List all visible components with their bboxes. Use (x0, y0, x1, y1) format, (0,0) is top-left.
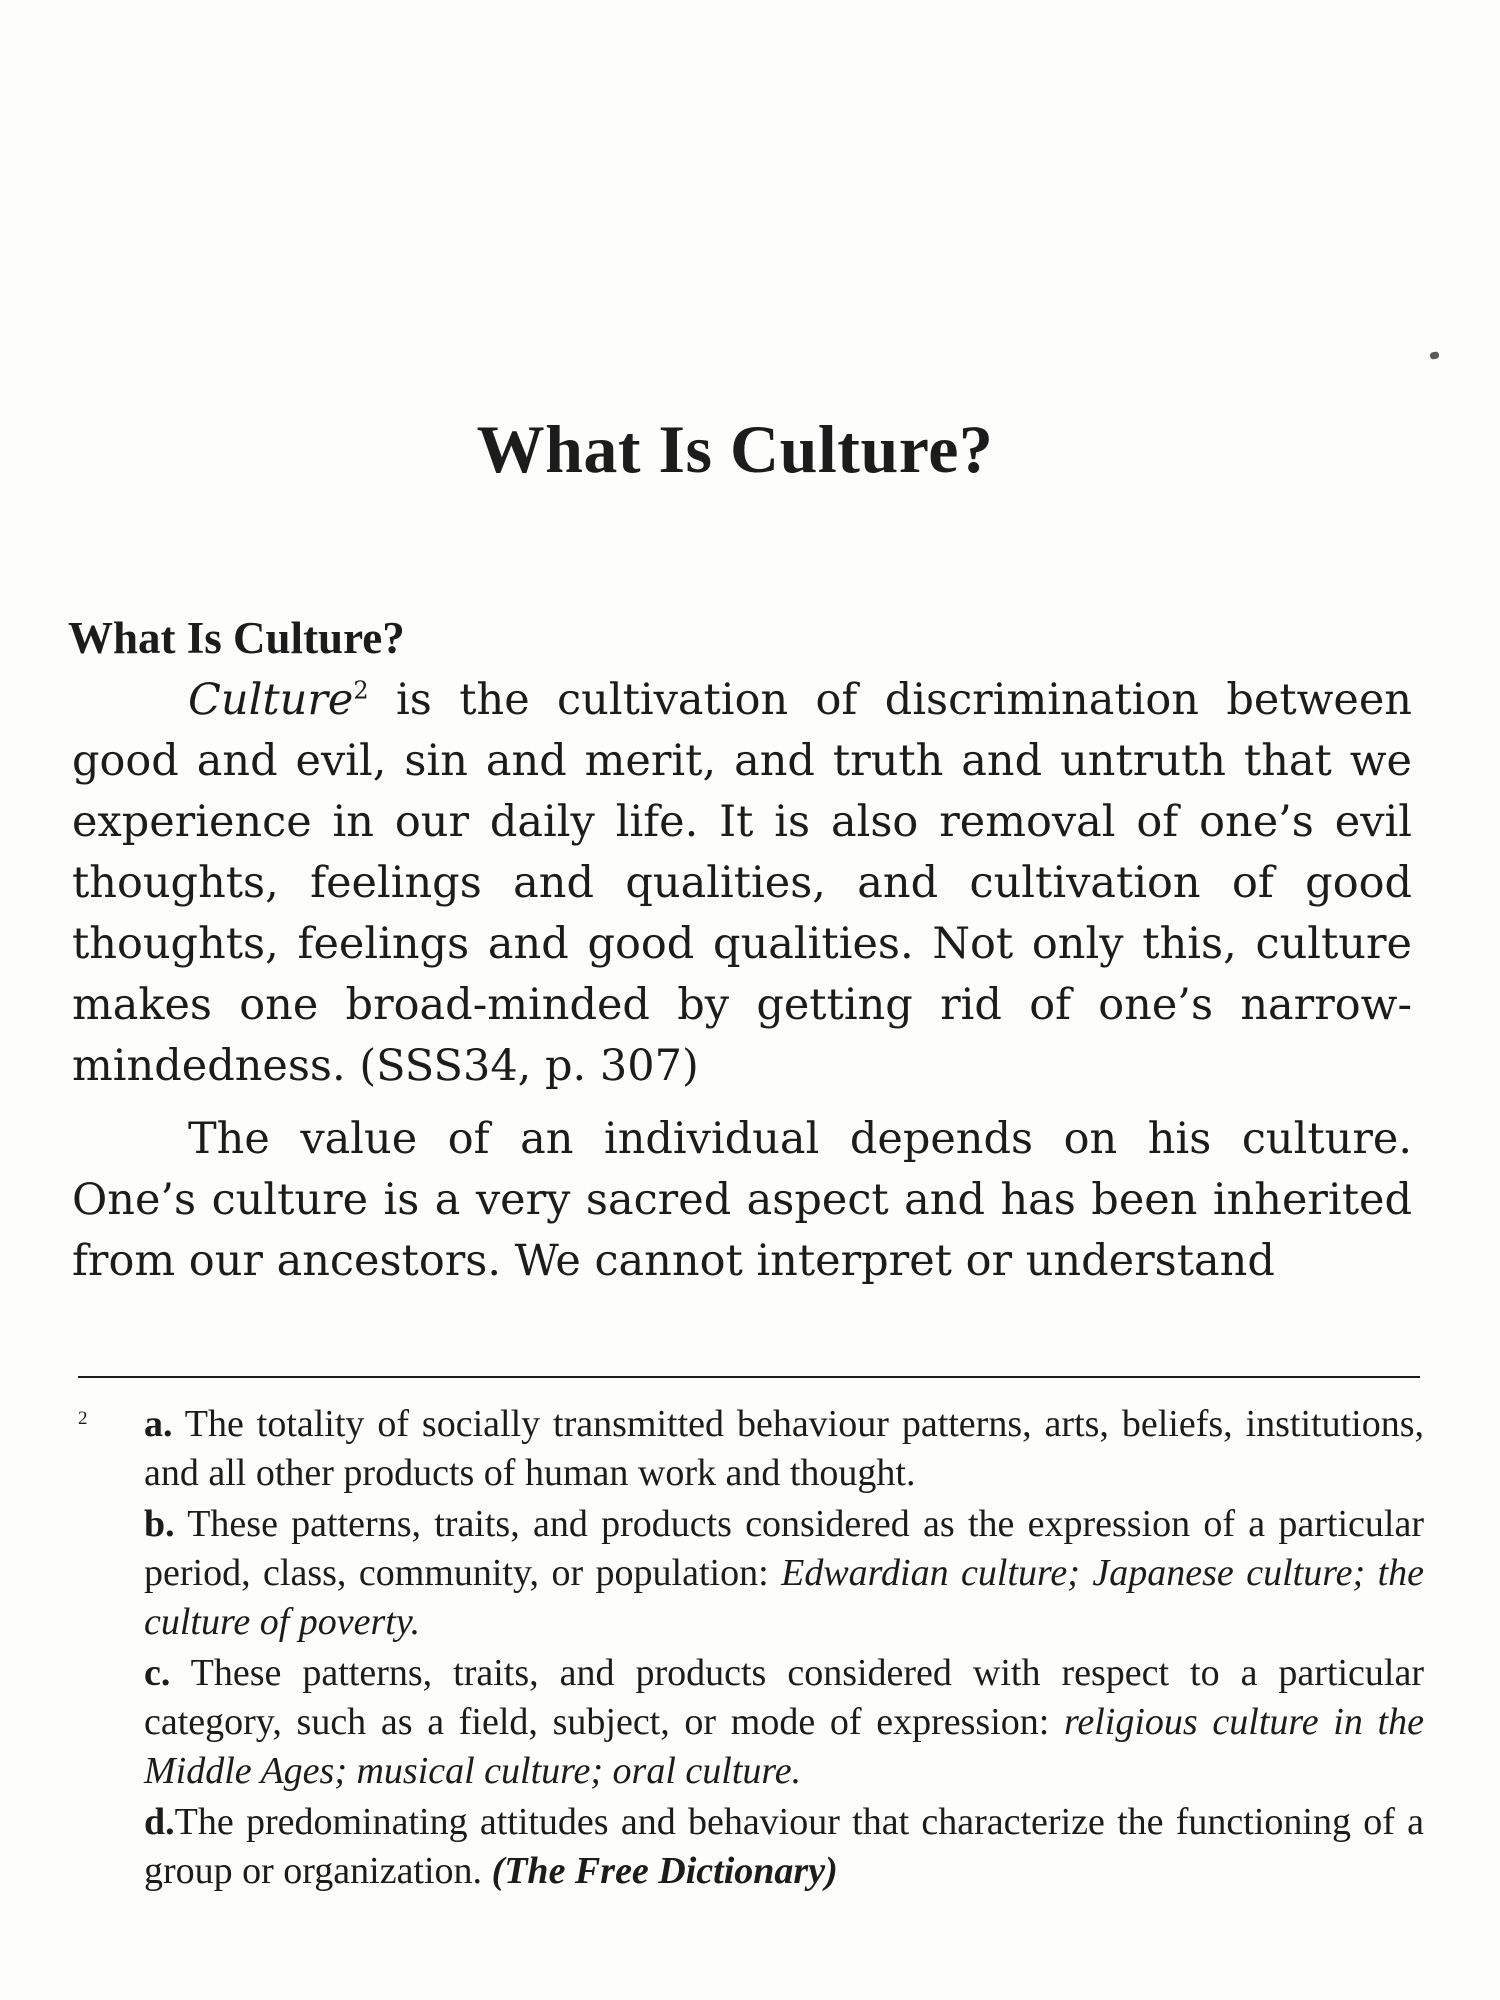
entry-letter: c. (144, 1652, 171, 1694)
entry-text: These patterns, traits, and products considered as the expression of a particular period, class, community, or population: (144, 1503, 1424, 1594)
entry-source: (The Free Dictionary) (491, 1850, 838, 1892)
footnote-entry-d (144, 1798, 1424, 1896)
entry-text: The totality of socially transmitted behaviour patterns, arts, beliefs, institutions, and all other products of human work and thought. (144, 1403, 1424, 1494)
section-heading: What Is Culture? (68, 613, 405, 663)
footnote-divider (78, 1376, 1420, 1378)
paragraph-2-text: The value of an individual depends on his culture. One’s culture is a very sacred aspect and has been inherited from our ancestors. We cannot interpret or understand (72, 1114, 1412, 1286)
paragraph-2 (72, 1109, 1412, 1292)
entry-letter: b. (144, 1503, 175, 1545)
entry-text: The predominating attitudes and behaviour that characterize the functioning of a group or organization. (144, 1801, 1424, 1892)
footnote-entries (144, 1400, 1424, 1898)
entry-letter: a. (144, 1403, 173, 1445)
body-text (72, 670, 1412, 1304)
entry-letter: d. (144, 1801, 175, 1843)
footnote-entry-b (144, 1500, 1424, 1647)
lead-term: Culture (188, 675, 354, 725)
chapter-title: What Is Culture? (476, 411, 994, 487)
paragraph-1 (72, 670, 1412, 1097)
footnote-reference: 2 (353, 676, 369, 705)
footnote-entry-a (144, 1400, 1424, 1498)
entry-text: These patterns, traits, and products considered with respect to a particular category, such as a field, subject, or mode of expression: (144, 1652, 1424, 1743)
entry-examples: religious culture in the Middle Ages; musical culture; oral culture. (144, 1701, 1424, 1792)
footnote-marker: 2 (78, 1408, 88, 1429)
entry-examples: Edwardian culture; Japanese culture; the culture of poverty. (144, 1552, 1424, 1643)
footnote-entry-c (144, 1649, 1424, 1796)
print-speck (1429, 351, 1439, 360)
paragraph-1-text: is the cultivation of discrimination between good and evil, sin and merit, and truth and untruth that we experience in our daily life. It is also removal of one’s evil thoughts, feelings and qualities, and cultivation of good thoughts, feelings and good qualities. Not only this, culture makes one broad-minded by getting rid of one’s narrow-mindedness. (SSS34, p. 307) (72, 675, 1412, 1091)
